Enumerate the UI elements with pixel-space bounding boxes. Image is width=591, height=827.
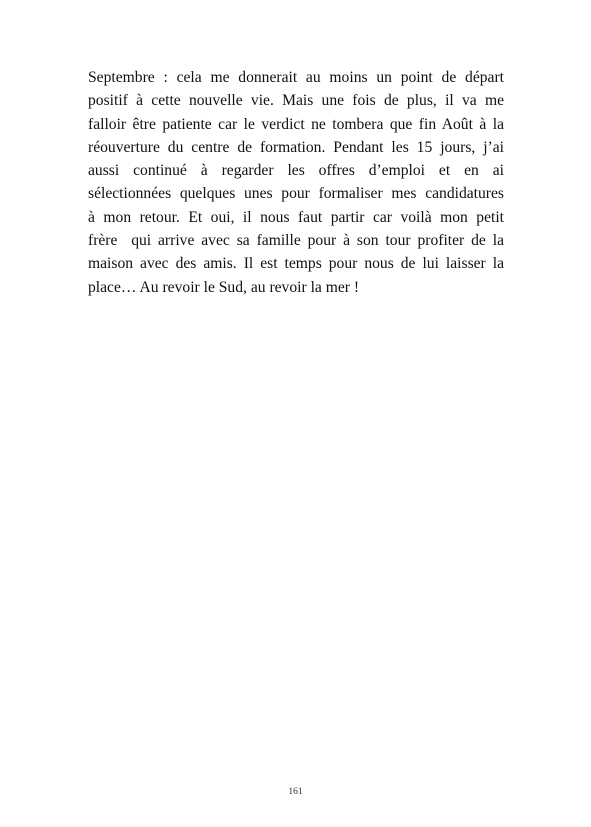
body-paragraph bbox=[88, 66, 504, 299]
paragraph-line: aussi continué à regarder les offres d’emploi et en ai bbox=[88, 162, 504, 180]
paragraph-line: réouverture du centre de formation. Pendant les 15 jours, j’ai bbox=[88, 138, 504, 156]
paragraph-line: positif à cette nouvelle vie. Mais une fois de plus, il va me bbox=[88, 92, 504, 110]
paragraph-line: maison avec des amis. Il est temps pour nous de lui laisser la bbox=[88, 255, 504, 273]
paragraph-line: place… Au revoir le Sud, au revoir la mer ! bbox=[88, 278, 360, 296]
paragraph-line: Septembre : cela me donnerait au moins un point de départ bbox=[88, 69, 504, 86]
paragraph-line: sélectionnées quelques unes pour formaliser mes candidatures bbox=[88, 185, 504, 203]
paragraph-line: falloir être patiente car le verdict ne tombera que fin Août à la bbox=[88, 115, 504, 133]
page-number: 161 bbox=[288, 787, 303, 797]
paragraph-line: à mon retour. Et oui, il nous faut partir car voilà mon petit bbox=[88, 208, 504, 226]
paragraph-line: frère qui arrive avec sa famille pour à son tour profiter de la bbox=[88, 232, 504, 250]
